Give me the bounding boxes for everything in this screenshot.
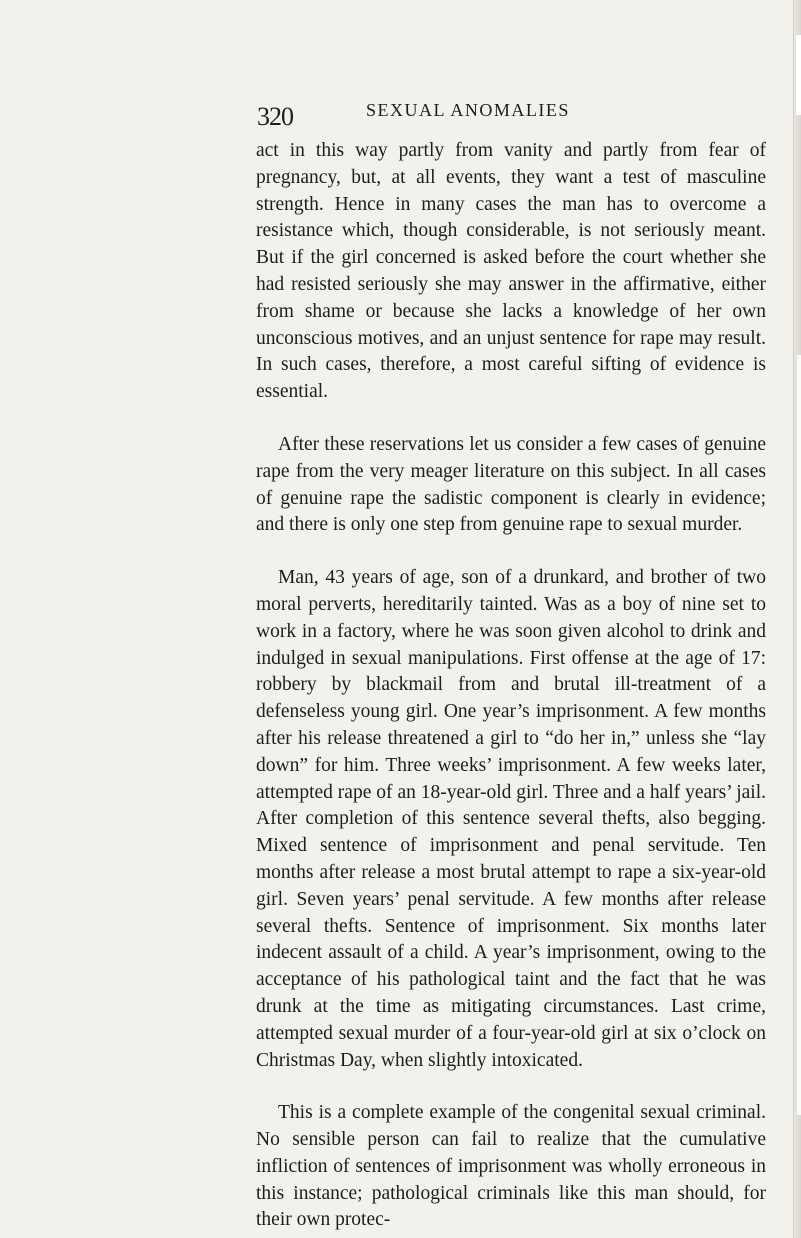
page-edge: [793, 0, 801, 1238]
running-head: [0, 96, 801, 131]
paragraph-case-history: Man, 43 years of age, son of a drunkard, and brother of two moral perverts, hereditarily tainted. Was as a boy of nine set to work in a factory, where he was soon given alcohol to drink and indulged in sexual manipulations. First offense at the age of 17: robbery by blackmail from and brutal ill-treatment of a defenseless young girl. One year’s imprisonment. A few months after his release threatened a girl to “do her in,” unless she “lay down” for him. Three weeks’ imprisonment. A few weeks later, attempted rape of an 18-year-old girl. Three and a half years’ jail. After completion of this sentence several thefts, also begging. Mixed sentence of imprisonment and penal servitude. Ten months after release a most brutal attempt to rape a six-year-old girl. Seven years’ penal servitude. A few months after release several thefts. Sentence of imprisonment. Six months later indecent assault of a child. A year’s imprisonment, owing to the acceptance of his pathological taint and the fact that he was drunk at the time as mitigating circumstances. Last crime, attempted sexual murder of a four-year-old girl at six o’clock on Christmas Day, when slightly intoxicated.: [256, 567, 766, 1071]
paragraph-reservations: After these reservations let us consider a few cases of genuine rape from the very meager literature on this subject. In all cases of genuine rape the sadistic component is clearly in evidence; and there is only one step from genuine rape to sexual murder.: [256, 433, 766, 536]
paragraph-conclusion: This is a complete example of the congenital sexual criminal. No sensible person can fail to realize that the cumulative infliction of sentences of imprisonment was wholly erroneous in this instance; pathological criminals like this man should, for their own protec-: [256, 1102, 766, 1231]
running-title: SEXUAL ANOMALIES: [366, 100, 570, 120]
body-text: [256, 138, 766, 1234]
page-number: 320: [257, 102, 293, 131]
paragraph-continuation: act in this way partly from vanity and partly from fear of pregnancy, but, at all events, they want a test of masculine strength. Hence in many cases the man has to overcome a resistance which, though considerable, is not seriously meant. But if the girl concerned is asked before the court whether she had resisted seriously she may answer in the affirmative, either from shame or because she lacks a knowledge of her own unconscious motives, and an unjust sentence for rape may result. In such cases, therefore, a most careful sifting of evidence is essential.: [256, 140, 766, 403]
